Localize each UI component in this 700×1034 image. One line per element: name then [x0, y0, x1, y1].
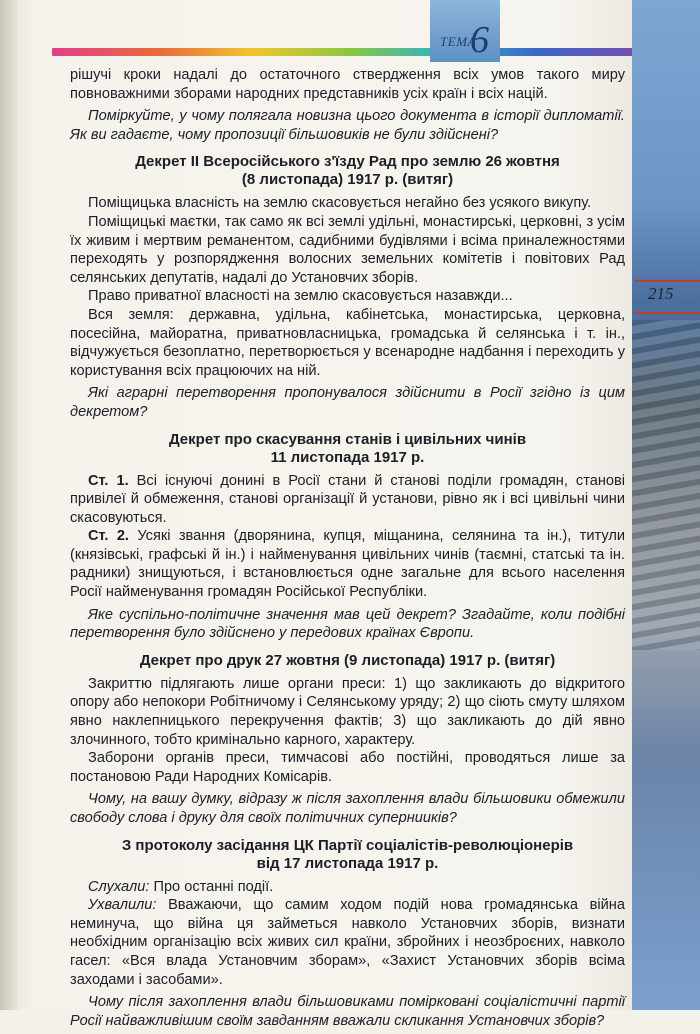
- protocol-title: [70, 837, 625, 873]
- question-press: Чому, на вашу думку, відразу ж після захоплення влади більшовики обмежили свободу слова і друку для своїх політичних супернииків?: [70, 791, 625, 826]
- decree-land-title: [70, 153, 625, 189]
- heard-label: Слухали:: [88, 878, 150, 895]
- question-diplomacy: Поміркуйте, у чому полягала новизна цього документа в історії дипломатії. Як ви гадаєте, чому пропозиції більшовиків не були здійснені?: [70, 108, 625, 143]
- article-2-text: Усякі звання (дворянина, купця, міщанина, селянина та ін.), титули (князівські, графські й ін.) і найменування цивільних чинів (таємні, статські та ін. радники) знищуються, і встановлюється одне загальне для всього населення Росії найменування громадян Російської Республіки.: [70, 528, 625, 601]
- decree-press-paragraph: Закриттю підлягають лише органи преси: 1) що закликають до відкритого опору або непокори Робітничому і Селянському уряду; 2) що сіють смуту шляхом явно наклепницького перекручення фактів; 3) що закликають до дій явно злочинного, тобто кримінально карного, характеру.: [70, 675, 625, 748]
- header-color-stripe: [52, 48, 642, 56]
- resolved-label: Ухвалили:: [88, 897, 157, 914]
- decree-land-title-line1: Декрет ІІ Всеросійського з'їзду Рад про землю 26 жовтня: [135, 153, 560, 171]
- article-1-label: Ст. 1.: [88, 472, 129, 489]
- page-content: [70, 66, 625, 1034]
- resolved-text: Вважаючи, що самим ходом подій нова громадянська війна неминуча, що війна ця займеться навколо Установчих зборів, визнати необхідним організацію всіх живих сил країни, збройних і неозброєних, навколо гасел: «Вся влада Установчим зборам», «Захист Установчих зборів всіма заходами і засобами».: [70, 897, 625, 988]
- decree-estates-title-line1: Декрет про скасування станів і цивільних чинів: [168, 430, 527, 448]
- decree-press-title: Декрет про друк 27 жовтня (9 листопада) 1917 р. (витяг): [139, 651, 556, 669]
- protocol-resolved: [70, 896, 625, 989]
- article-1-text: Всі існуючі донині в Росії стани й станові поділи громадян, станові привілеї й обмеження, станові організації й установи, рівно як і всі цивільні чини скасовуються.: [70, 472, 626, 526]
- decree-land-paragraph: Поміщицька власність на землю скасовується негайно без усякого викупу.: [88, 195, 592, 212]
- decree-land-title-line2: (8 листопада) 1917 р. (витяг): [241, 171, 454, 189]
- protocol-heard: [70, 878, 625, 897]
- decree-land-paragraph: Вся земля: державна, удільна, кабінетська, монастирська, церковна, посесійна, майоратна, приватновласницька, громадська й селянська і т. ін., відчужується безоплатно, перетворюється у всенародне надбання і переходить у користування всіх працюючих на ній.: [70, 306, 625, 379]
- photo-shading: [632, 320, 700, 650]
- decree-estates-title-line2: 11 листопада 1917 р.: [270, 448, 425, 466]
- question-estates: Яке суспільно-політичне значення мав цей декрет? Згадайте, коли подібні перетворення було здійснено у передових країнах Європи.: [70, 606, 625, 642]
- book-spine-edge: [0, 0, 18, 1010]
- decree-estates-title: [70, 431, 625, 467]
- intro-paragraph: рішучі кроки надалі до остаточного ствердження всіх умов такого миру повноважними зборами народних представників усіх країн і всіх націй.: [70, 67, 625, 102]
- question-constituent: Чому після захоплення влади більшовиками помірковані соціалістичні партії Росії найважливішим своїм завданням вважали скликання Установчих зборів?: [70, 994, 625, 1029]
- page-number: 215: [648, 284, 674, 303]
- question-agrarian: Які аграрні перетворення пропонувалося здійснити в Росії згідно із цим декретом?: [70, 385, 625, 420]
- article-1: [70, 472, 625, 528]
- heard-text: Про останні події.: [153, 878, 274, 895]
- decree-land-paragraph: Право приватної власності на землю скасовується назавжди...: [88, 288, 513, 305]
- article-2-label: Ст. 2.: [88, 528, 129, 545]
- tema-number: 6: [470, 19, 489, 61]
- decree-land-paragraph: Поміщицькі маєтки, так само як всі землі удільні, монастирські, церковні, з усім їх живим і мертвим реманентом, садибними будівлями і всіма приналежностями переходять у розпорядження волосних земельних комітетів і повітових Рад селянських депутатів, надалі до Установчих зборів.: [70, 213, 625, 286]
- tema-label: ТЕМА: [440, 34, 476, 49]
- decorative-photo-strip: [632, 0, 700, 1010]
- article-2: [70, 527, 625, 601]
- protocol-title-line1: З протоколу засідання ЦК Партії соціалістів-революціонерів: [121, 836, 574, 854]
- tema-block: [430, 0, 500, 62]
- decree-press-paragraph: Заборони органів преси, тимчасові або постійні, проводяться лише за постановою Ради Народних Комісарів.: [70, 750, 625, 785]
- protocol-title-line2: від 17 листопада 1917 р.: [256, 854, 439, 872]
